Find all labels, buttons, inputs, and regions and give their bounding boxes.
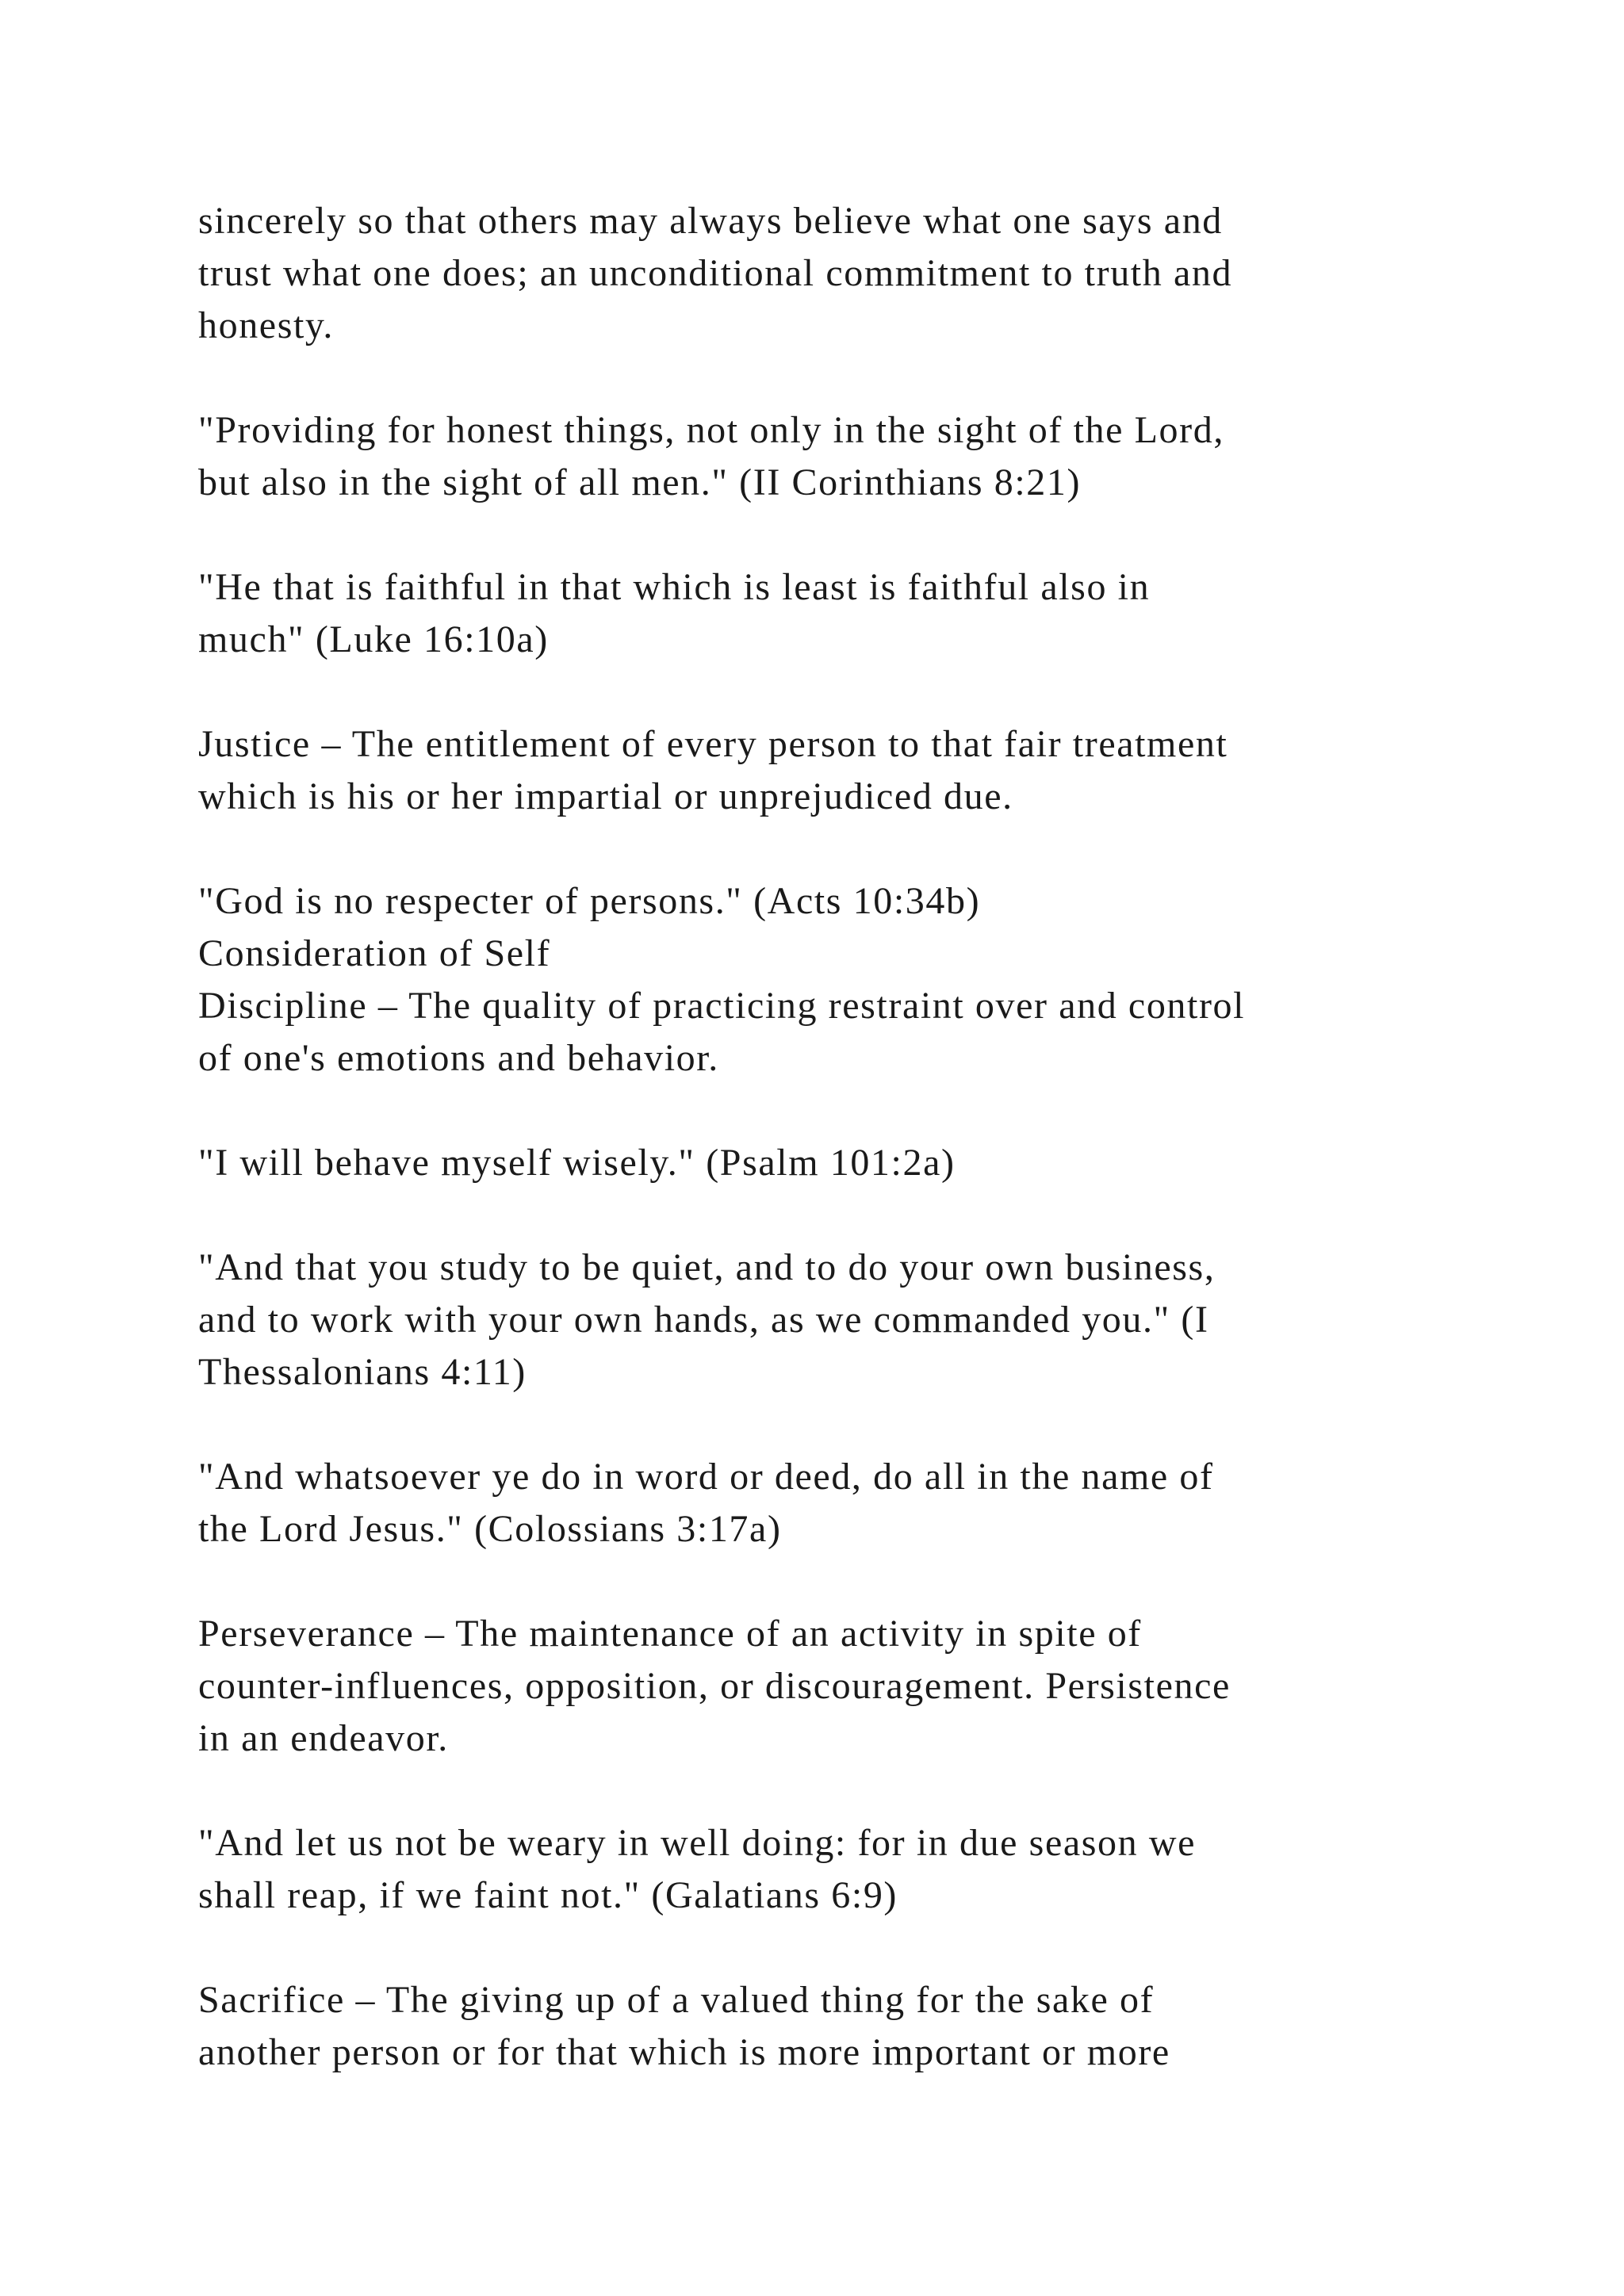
text-line: "God is no respecter of persons." (Acts 10:34b) — [198, 880, 981, 922]
document-body — [198, 195, 1435, 2079]
text-line: but also in the sight of all men." (II Corinthians 8:21) — [198, 461, 1082, 503]
paragraph-honesty-definition — [198, 195, 1435, 352]
text-line: trust what one does; an unconditional commitment to truth and — [198, 252, 1233, 294]
text-line: Sacrifice – The giving up of a valued thing for the sake of — [198, 1979, 1155, 2021]
text-line: Justice – The entitlement of every person to that fair treatment — [198, 723, 1228, 765]
text-line: "Providing for honest things, not only in the sight of the Lord, — [198, 409, 1224, 451]
paragraph-acts-and-discipline — [198, 875, 1435, 1085]
paragraph-quote-colossians — [198, 1451, 1435, 1556]
text-line: "And let us not be weary in well doing: for in due season we — [198, 1822, 1197, 1864]
text-line: shall reap, if we faint not." (Galatians 6:9) — [198, 1874, 898, 1916]
text-line: Thessalonians 4:11) — [198, 1351, 527, 1393]
text-line: which is his or her impartial or unprejudiced due. — [198, 775, 1013, 817]
section-heading-consideration-of-self: Consideration of Self — [198, 932, 551, 974]
text-line: Discipline – The quality of practicing restraint over and control — [198, 985, 1246, 1027]
text-line: much" (Luke 16:10a) — [198, 618, 549, 660]
paragraph-justice-definition — [198, 718, 1435, 823]
text-line: "He that is faithful in that which is least is faithful also in — [198, 566, 1151, 608]
paragraph-quote-luke — [198, 561, 1435, 666]
text-line: the Lord Jesus." (Colossians 3:17a) — [198, 1508, 782, 1550]
text-line: of one's emotions and behavior. — [198, 1037, 719, 1079]
text-line: "And whatsoever ye do in word or deed, do all in the name of — [198, 1456, 1214, 1498]
text-line: in an endeavor. — [198, 1717, 449, 1759]
paragraph-quote-thessalonians — [198, 1242, 1435, 1399]
text-line: "I will behave myself wisely." (Psalm 101:2a) — [198, 1142, 956, 1184]
text-line: counter-influences, opposition, or discouragement. Persistence — [198, 1665, 1231, 1707]
paragraph-perseverance-definition — [198, 1608, 1435, 1765]
text-line: honesty. — [198, 304, 335, 346]
paragraph-sacrifice-definition — [198, 1974, 1435, 2079]
text-line: sincerely so that others may always believe what one says and — [198, 200, 1223, 242]
text-line: "And that you study to be quiet, and to do your own business, — [198, 1246, 1216, 1288]
paragraph-quote-corinthians — [198, 404, 1435, 509]
text-line: another person or for that which is more important or more — [198, 2031, 1170, 2073]
text-line: and to work with your own hands, as we commanded you." (I — [198, 1299, 1209, 1341]
paragraph-quote-psalm — [198, 1137, 1435, 1189]
text-line: Perseverance – The maintenance of an activity in spite of — [198, 1613, 1142, 1655]
paragraph-quote-galatians — [198, 1817, 1435, 1922]
